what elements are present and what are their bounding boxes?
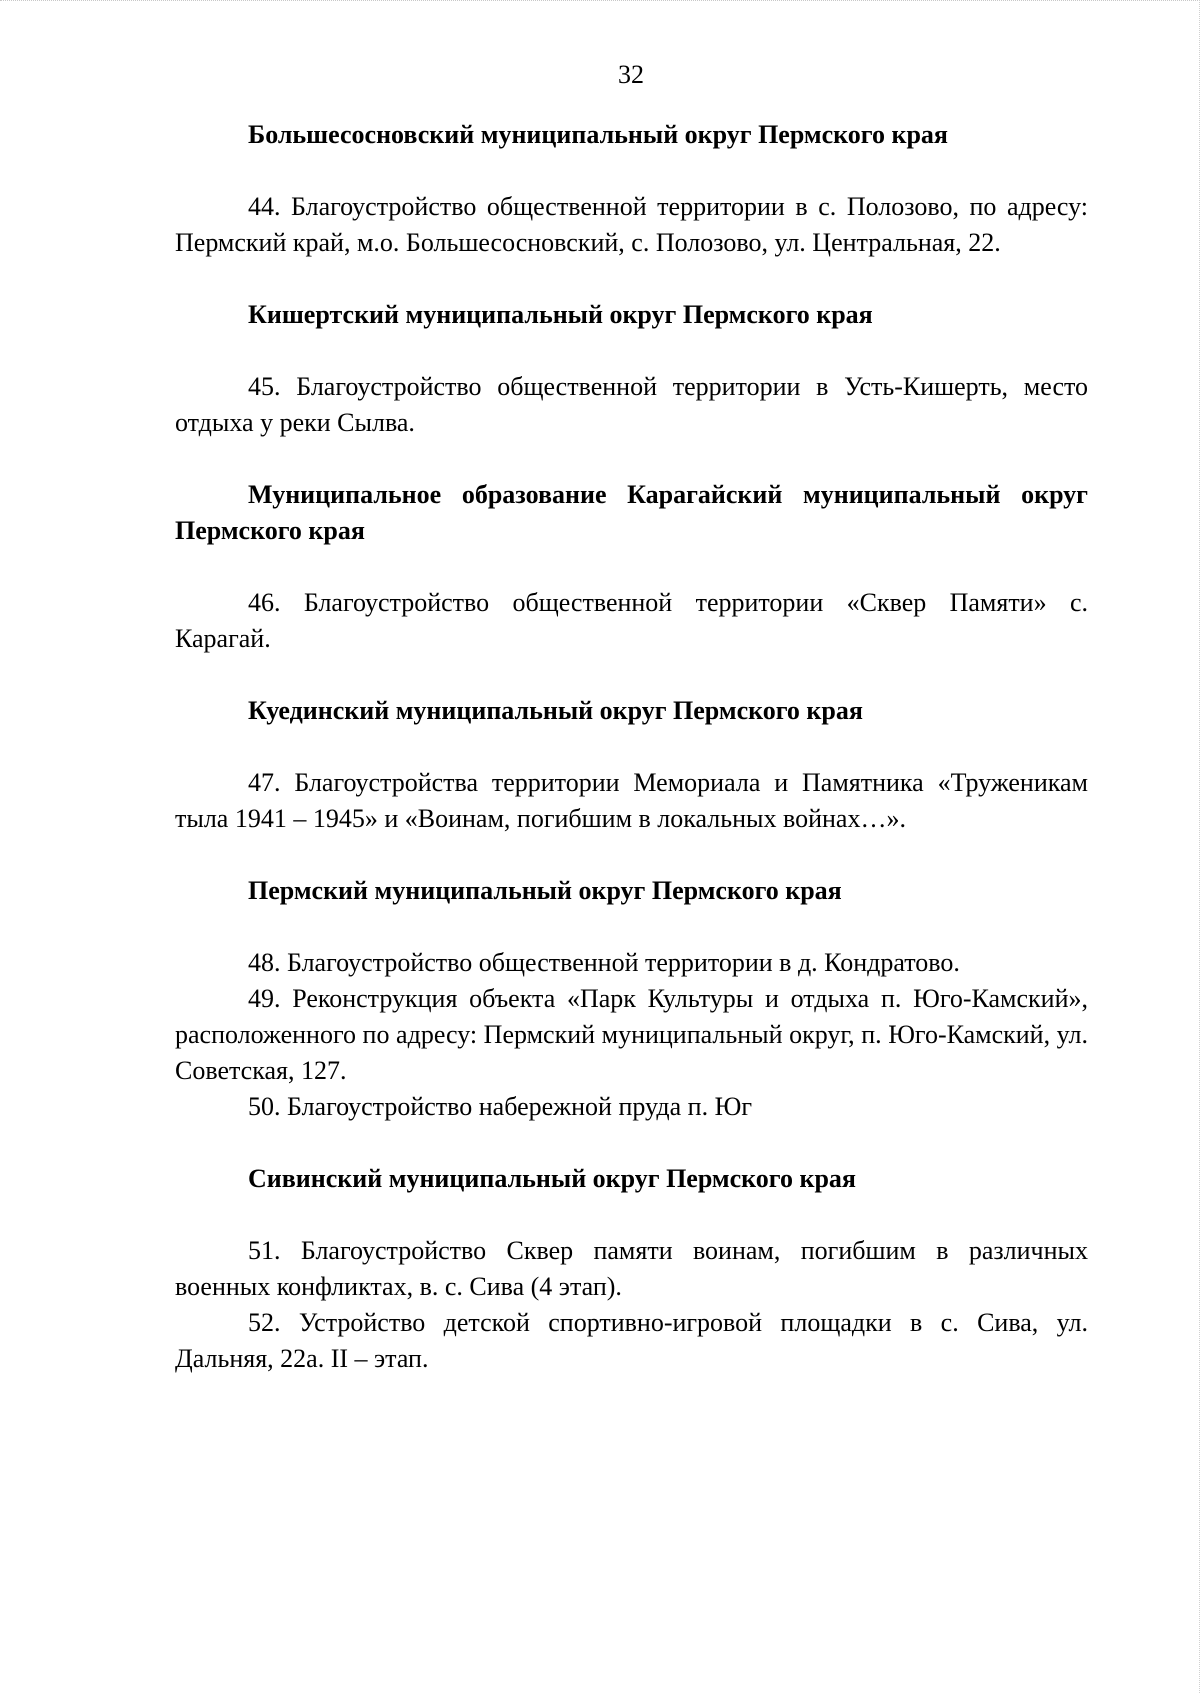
section-karagaysky bbox=[175, 477, 1088, 657]
section-sivinsky bbox=[175, 1161, 1088, 1377]
section-kishertsky bbox=[175, 297, 1088, 441]
page-edge-top bbox=[0, 0, 1200, 3]
list-item: 45. Благоустройство общественной территории в Усть-Кишерть, место отдыха у реки Сылва. bbox=[175, 372, 1088, 437]
list-item: 44. Благоустройство общественной территории в с. Полозово, по адресу: Пермский край, м.о. Большесосновский, с. Полозово, ул. Центральная, 22. bbox=[175, 192, 1088, 257]
section-kuedinsky bbox=[175, 693, 1088, 837]
section-heading: Пермский муниципальный округ Пермского края bbox=[248, 876, 842, 905]
section-heading: Большесосновский муниципальный округ Пермского края bbox=[248, 120, 948, 149]
section-heading: Муниципальное образование Карагайский муниципальный округ Пермского края bbox=[175, 480, 1088, 545]
list-item: 48. Благоустройство общественной территории в д. Кондратово. bbox=[248, 948, 960, 977]
list-item: 51. Благоустройство Сквер памяти воинам, погибшим в различных военных конфликтах, в. с. Сива (4 этап). bbox=[175, 1236, 1088, 1301]
list-item: 49. Реконструкция объекта «Парк Культуры и отдыха п. Юго-Камский», расположенного по адресу: Пермский муниципальный округ, п. Юго-Камский, ул. Советская, 127. bbox=[175, 984, 1088, 1085]
list-item: 47. Благоустройства территории Мемориала и Памятника «Труженикам тыла 1941 – 1945» и «Воинам, погибшим в локальных войнах…». bbox=[175, 768, 1088, 833]
section-permsky bbox=[175, 873, 1088, 1125]
section-heading: Куединский муниципальный округ Пермского края bbox=[248, 696, 863, 725]
list-item: 52. Устройство детской спортивно-игровой площадки в с. Сива, ул. Дальняя, 22а. II – этап. bbox=[175, 1308, 1088, 1373]
section-heading: Сивинский муниципальный округ Пермского края bbox=[248, 1164, 856, 1193]
document-body bbox=[175, 117, 1088, 1377]
list-item: 50. Благоустройство набережной пруда п. Юг bbox=[248, 1092, 752, 1121]
section-bolshesosnovsky bbox=[175, 117, 1088, 261]
list-item: 46. Благоустройство общественной территории «Сквер Памяти» с. Карагай. bbox=[175, 588, 1088, 653]
section-heading: Кишертский муниципальный округ Пермского края bbox=[248, 300, 873, 329]
page-number: 32 bbox=[618, 60, 644, 89]
